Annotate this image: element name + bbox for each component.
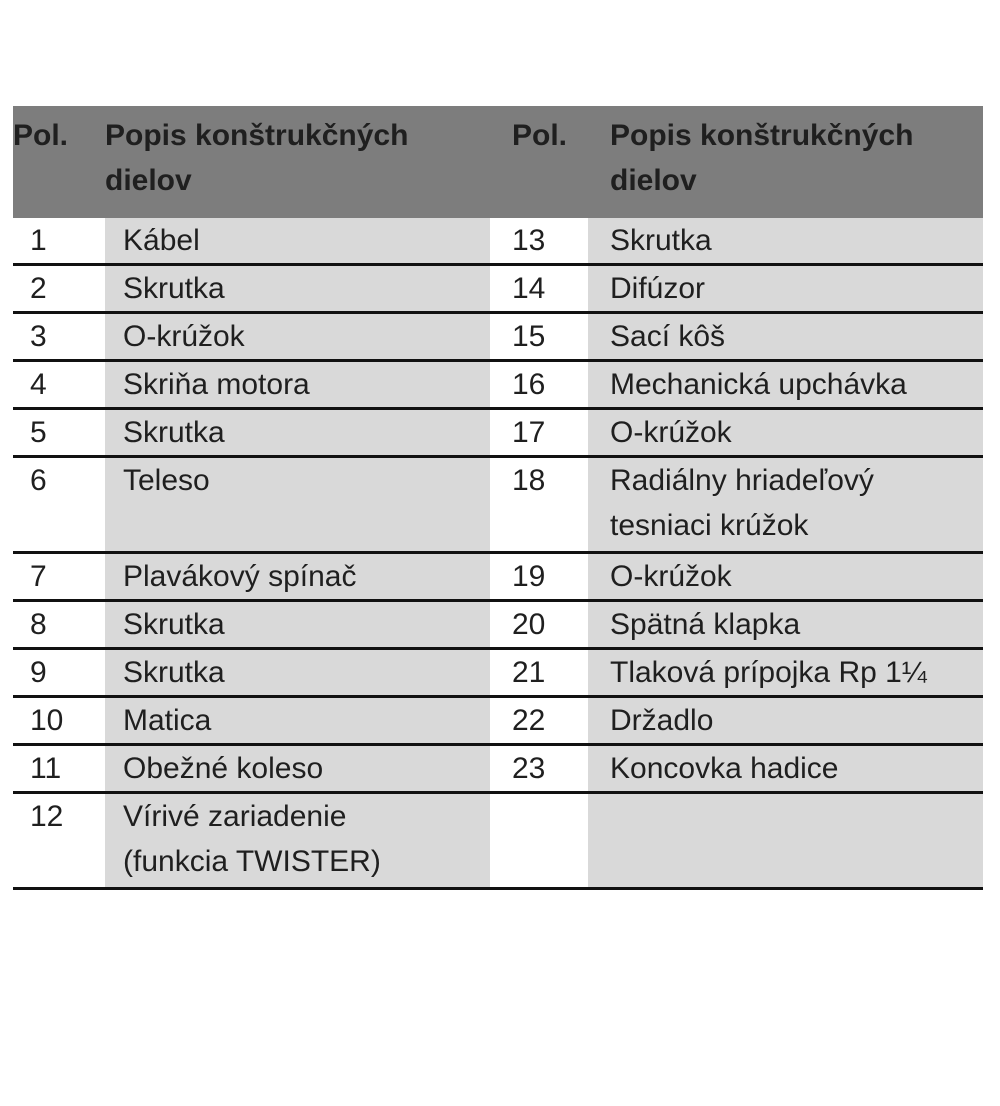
part-description-cell <box>588 602 983 647</box>
part-description: Mechanická upchávka <box>610 368 907 401</box>
part-description-cell <box>588 746 983 791</box>
part-description-cell <box>588 554 983 599</box>
position-number: 7 <box>30 560 47 593</box>
position-number-cell <box>490 362 588 407</box>
position-number-cell <box>13 554 105 599</box>
position-number: 4 <box>30 368 47 401</box>
position-number: 22 <box>512 704 546 737</box>
part-description-cell <box>105 458 490 551</box>
part-description: Skrutka <box>123 416 225 449</box>
position-number: 17 <box>512 416 546 449</box>
part-description-cell <box>588 794 983 887</box>
part-description-cell <box>105 554 490 599</box>
part-description: Skrutka <box>123 272 225 305</box>
position-number: 9 <box>30 656 47 689</box>
position-number-cell <box>490 314 588 359</box>
position-number-cell <box>490 266 588 311</box>
part-description-cell <box>105 746 490 791</box>
part-description-cell <box>105 266 490 311</box>
table-row <box>13 218 983 266</box>
column-header-label: Pol. <box>13 119 69 152</box>
part-description: O-krúžok <box>123 320 245 353</box>
part-description-cell <box>105 362 490 407</box>
position-number: 14 <box>512 272 546 305</box>
position-number: 19 <box>512 560 546 593</box>
table-row <box>13 554 983 602</box>
position-number-cell <box>490 218 588 263</box>
part-description-cell <box>105 314 490 359</box>
part-description: O-krúžok <box>610 560 732 593</box>
part-description: Tlaková prípojka Rp 1¼ <box>610 656 927 689</box>
position-number-cell <box>13 650 105 695</box>
column-header-pol-right <box>490 106 588 218</box>
part-description: Skrutka <box>610 224 712 257</box>
table-row <box>13 362 983 410</box>
position-number: 16 <box>512 368 546 401</box>
part-description: Kábel <box>123 224 200 257</box>
position-number-cell <box>13 746 105 791</box>
table-row <box>13 314 983 362</box>
position-number: 5 <box>30 416 47 449</box>
position-number-cell <box>490 650 588 695</box>
part-description: Držadlo <box>610 704 714 737</box>
table-header <box>13 106 983 218</box>
position-number-cell <box>13 410 105 455</box>
table-row <box>13 698 983 746</box>
part-description-cell <box>588 218 983 263</box>
position-number: 11 <box>30 752 62 785</box>
part-description: Vírivé zariadenie (funkcia TWISTER) <box>123 800 381 878</box>
part-description-cell <box>105 650 490 695</box>
part-description-cell <box>588 650 983 695</box>
table-row <box>13 602 983 650</box>
part-description-cell <box>105 218 490 263</box>
part-description: Skrutka <box>123 656 225 689</box>
part-description-cell <box>588 458 983 551</box>
column-header-label: Popis konštrukčných dielov <box>610 119 914 197</box>
position-number: 2 <box>30 272 47 305</box>
part-description: Matica <box>123 704 212 737</box>
position-number: 23 <box>512 752 546 785</box>
position-number: 12 <box>30 800 64 833</box>
position-number: 21 <box>512 656 546 689</box>
column-header-desc-left <box>105 106 490 218</box>
part-description: Sací kôš <box>610 320 726 353</box>
position-number-cell <box>13 362 105 407</box>
position-number-cell <box>490 746 588 791</box>
position-number-cell <box>490 554 588 599</box>
part-description: Skrutka <box>123 608 225 641</box>
position-number-cell <box>13 314 105 359</box>
part-description-cell <box>105 698 490 743</box>
position-number: 8 <box>30 608 47 641</box>
part-description-cell <box>588 698 983 743</box>
part-description: O-krúžok <box>610 416 732 449</box>
part-description: Obežné koleso <box>123 752 324 785</box>
part-description-cell <box>588 314 983 359</box>
position-number-cell <box>13 458 105 551</box>
position-number: 18 <box>512 464 546 497</box>
table-row <box>13 746 983 794</box>
position-number-cell <box>13 794 105 887</box>
table-row <box>13 794 983 890</box>
part-description: Teleso <box>123 464 210 497</box>
part-description-cell <box>588 362 983 407</box>
position-number-cell <box>490 458 588 551</box>
position-number-cell <box>490 698 588 743</box>
part-description-cell <box>105 602 490 647</box>
part-description: Koncovka hadice <box>610 752 839 785</box>
part-description: Radiálny hriadeľový tesniaci krúžok <box>610 464 874 542</box>
position-number-cell <box>13 602 105 647</box>
position-number: 15 <box>512 320 546 353</box>
table-row <box>13 650 983 698</box>
part-description: Skriňa motora <box>123 368 310 401</box>
table-row <box>13 410 983 458</box>
column-header-desc-right <box>588 106 983 218</box>
position-number-cell <box>490 410 588 455</box>
part-description: Spätná klapka <box>610 608 801 641</box>
position-number-cell <box>13 698 105 743</box>
part-description-cell <box>588 410 983 455</box>
position-number-cell <box>13 218 105 263</box>
part-description: Plavákový spínač <box>123 560 357 593</box>
position-number-cell <box>490 794 588 887</box>
position-number: 3 <box>30 320 47 353</box>
column-header-pol-left <box>13 106 105 218</box>
part-description-cell <box>105 410 490 455</box>
position-number: 13 <box>512 224 546 257</box>
position-number: 10 <box>30 704 64 737</box>
position-number: 1 <box>30 224 47 257</box>
column-header-label: Popis konštrukčných dielov <box>105 119 409 197</box>
position-number-cell <box>490 602 588 647</box>
column-header-label: Pol. <box>512 119 568 152</box>
part-description-cell <box>105 794 490 887</box>
part-description-cell <box>588 266 983 311</box>
position-number: 6 <box>30 464 47 497</box>
parts-table <box>13 106 983 890</box>
part-description: Difúzor <box>610 272 706 305</box>
position-number-cell <box>13 266 105 311</box>
table-row <box>13 266 983 314</box>
position-number: 20 <box>512 608 546 641</box>
table-row <box>13 458 983 554</box>
